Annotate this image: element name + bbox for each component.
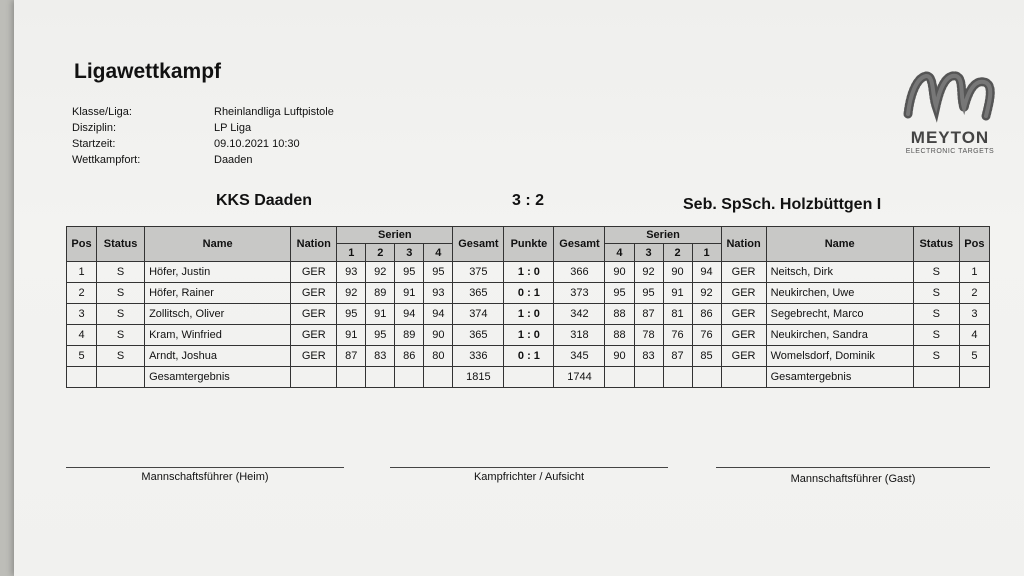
pos-cell: 4 xyxy=(959,325,989,346)
signature-line-guest xyxy=(716,467,990,468)
status-cell: S xyxy=(913,262,959,283)
series-num: 1 xyxy=(337,244,366,262)
series-cell: 78 xyxy=(634,325,663,346)
series-cell: 91 xyxy=(337,325,366,346)
nation-cell: GER xyxy=(721,304,766,325)
meta-value: 09.10.2021 10:30 xyxy=(214,138,300,150)
name-cell: Womelsdorf, Dominik xyxy=(766,346,913,367)
col-status: Status xyxy=(97,227,145,262)
series-cell: 92 xyxy=(692,283,721,304)
series-num: 4 xyxy=(424,244,453,262)
series-cell: 87 xyxy=(337,346,366,367)
status-cell: S xyxy=(97,346,145,367)
nation-cell: GER xyxy=(291,346,337,367)
series-cell: 93 xyxy=(424,283,453,304)
name-cell: Höfer, Rainer xyxy=(145,283,291,304)
nation-cell: GER xyxy=(291,283,337,304)
pos-cell: 2 xyxy=(67,283,97,304)
page-title: Ligawettkampf xyxy=(74,60,222,83)
signature-line-referee xyxy=(390,467,668,468)
table-row xyxy=(67,304,990,325)
name-cell: Kram, Winfried xyxy=(145,325,291,346)
logo-subtitle: ELECTRONIC TARGETS xyxy=(905,148,995,155)
total-label-home: Gesamtergebnis xyxy=(145,367,291,388)
name-cell: Arndt, Joshua xyxy=(145,346,291,367)
table-row xyxy=(67,346,990,367)
total-cell: 342 xyxy=(554,304,605,325)
total-cell: 365 xyxy=(453,283,504,304)
points-cell: 1 : 0 xyxy=(504,325,554,346)
status-cell: S xyxy=(913,325,959,346)
pos-cell: 3 xyxy=(67,304,97,325)
col-status-guest: Status xyxy=(913,227,959,262)
series-cell: 90 xyxy=(663,262,692,283)
totals-row xyxy=(67,367,990,388)
series-cell: 94 xyxy=(692,262,721,283)
series-cell: 92 xyxy=(634,262,663,283)
nation-cell: GER xyxy=(291,325,337,346)
nation-cell: GER xyxy=(721,346,766,367)
series-cell: 94 xyxy=(424,304,453,325)
series-cell: 92 xyxy=(366,262,395,283)
meta-value: Daaden xyxy=(214,154,253,166)
status-cell: S xyxy=(913,304,959,325)
match-score: 3 : 2 xyxy=(512,192,545,209)
col-points: Punkte xyxy=(504,227,554,262)
results-table xyxy=(66,226,990,388)
pos-cell: 5 xyxy=(959,346,989,367)
col-series-home: Serien xyxy=(337,227,453,244)
series-cell: 76 xyxy=(663,325,692,346)
series-cell: 85 xyxy=(692,346,721,367)
series-cell: 81 xyxy=(663,304,692,325)
signature-line-home xyxy=(66,467,344,468)
series-cell: 88 xyxy=(605,304,634,325)
total-cell: 345 xyxy=(554,346,605,367)
logo-brand: MEYTON xyxy=(910,128,990,147)
series-cell: 86 xyxy=(395,346,424,367)
table-header-row xyxy=(67,227,990,244)
series-cell: 91 xyxy=(366,304,395,325)
series-num: 2 xyxy=(366,244,395,262)
pos-cell: 2 xyxy=(959,283,989,304)
series-cell: 87 xyxy=(663,346,692,367)
series-cell: 83 xyxy=(634,346,663,367)
total-label-guest: Gesamtergebnis xyxy=(766,367,913,388)
signature-label-guest: Mannschaftsführer (Gast) xyxy=(790,473,916,485)
col-series-guest: Serien xyxy=(605,227,721,244)
match-info xyxy=(72,106,334,170)
meta-value: LP Liga xyxy=(214,122,252,134)
total-guest: 1744 xyxy=(554,367,605,388)
home-team: KKS Daaden xyxy=(216,192,313,209)
series-cell: 89 xyxy=(395,325,424,346)
meta-value: Rheinlandliga Luftpistole xyxy=(214,106,334,118)
table-row xyxy=(67,325,990,346)
col-nation: Nation xyxy=(291,227,337,262)
pos-cell: 4 xyxy=(67,325,97,346)
col-pos: Pos xyxy=(67,227,97,262)
total-cell: 374 xyxy=(453,304,504,325)
total-cell: 366 xyxy=(554,262,605,283)
col-total-guest: Gesamt xyxy=(554,227,605,262)
series-cell: 90 xyxy=(424,325,453,346)
status-cell: S xyxy=(913,283,959,304)
series-cell: 91 xyxy=(663,283,692,304)
status-cell: S xyxy=(97,325,145,346)
name-cell: Neukirchen, Uwe xyxy=(766,283,913,304)
signature-label-referee: Kampfrichter / Aufsicht xyxy=(473,471,585,483)
series-cell: 93 xyxy=(337,262,366,283)
series-cell: 92 xyxy=(337,283,366,304)
points-cell: 0 : 1 xyxy=(504,346,554,367)
col-name-guest: Name xyxy=(766,227,913,262)
total-cell: 375 xyxy=(453,262,504,283)
status-cell: S xyxy=(913,346,959,367)
table-row xyxy=(67,283,990,304)
total-cell: 318 xyxy=(554,325,605,346)
name-cell: Höfer, Justin xyxy=(145,262,291,283)
series-cell: 95 xyxy=(605,283,634,304)
total-cell: 373 xyxy=(554,283,605,304)
points-cell: 1 : 0 xyxy=(504,304,554,325)
status-cell: S xyxy=(97,304,145,325)
series-cell: 95 xyxy=(366,325,395,346)
points-cell: 1 : 0 xyxy=(504,262,554,283)
guest-team: Seb. SpSch. Holzbüttgen I xyxy=(683,196,882,213)
meta-label: Disziplin: xyxy=(72,122,117,134)
series-cell: 83 xyxy=(366,346,395,367)
signature-label-home: Mannschaftsführer (Heim) xyxy=(141,471,269,483)
series-cell: 95 xyxy=(395,262,424,283)
series-cell: 76 xyxy=(692,325,721,346)
nation-cell: GER xyxy=(291,304,337,325)
series-cell: 86 xyxy=(692,304,721,325)
series-num: 4 xyxy=(605,244,634,262)
meyton-mark-icon xyxy=(902,66,998,126)
pos-cell: 1 xyxy=(67,262,97,283)
status-cell: S xyxy=(97,283,145,304)
nation-cell: GER xyxy=(721,262,766,283)
total-home: 1815 xyxy=(453,367,504,388)
series-cell: 95 xyxy=(424,262,453,283)
name-cell: Neitsch, Dirk xyxy=(766,262,913,283)
meyton-logo xyxy=(898,66,1002,155)
series-num: 1 xyxy=(692,244,721,262)
series-cell: 91 xyxy=(395,283,424,304)
nation-cell: GER xyxy=(721,283,766,304)
series-cell: 80 xyxy=(424,346,453,367)
series-num: 2 xyxy=(663,244,692,262)
series-cell: 90 xyxy=(605,346,634,367)
status-cell: S xyxy=(97,262,145,283)
series-cell: 95 xyxy=(634,283,663,304)
nation-cell: GER xyxy=(721,325,766,346)
series-cell: 90 xyxy=(605,262,634,283)
pos-cell: 3 xyxy=(959,304,989,325)
series-cell: 89 xyxy=(366,283,395,304)
col-nation-guest: Nation xyxy=(721,227,766,262)
meta-label: Startzeit: xyxy=(72,138,116,150)
total-cell: 336 xyxy=(453,346,504,367)
nation-cell: GER xyxy=(291,262,337,283)
pos-cell: 5 xyxy=(67,346,97,367)
name-cell: Zollitsch, Oliver xyxy=(145,304,291,325)
series-cell: 87 xyxy=(634,304,663,325)
meta-label: Klasse/Liga: xyxy=(72,106,132,118)
table-row xyxy=(67,262,990,283)
name-cell: Neukirchen, Sandra xyxy=(766,325,913,346)
col-name: Name xyxy=(145,227,291,262)
series-cell: 88 xyxy=(605,325,634,346)
series-num: 3 xyxy=(395,244,424,262)
series-cell: 95 xyxy=(337,304,366,325)
col-total-home: Gesamt xyxy=(453,227,504,262)
total-cell: 365 xyxy=(453,325,504,346)
series-cell: 94 xyxy=(395,304,424,325)
pos-cell: 1 xyxy=(959,262,989,283)
points-cell: 0 : 1 xyxy=(504,283,554,304)
name-cell: Segebrecht, Marco xyxy=(766,304,913,325)
meta-label: Wettkampfort: xyxy=(72,154,141,166)
series-num: 3 xyxy=(634,244,663,262)
col-pos-guest: Pos xyxy=(959,227,989,262)
